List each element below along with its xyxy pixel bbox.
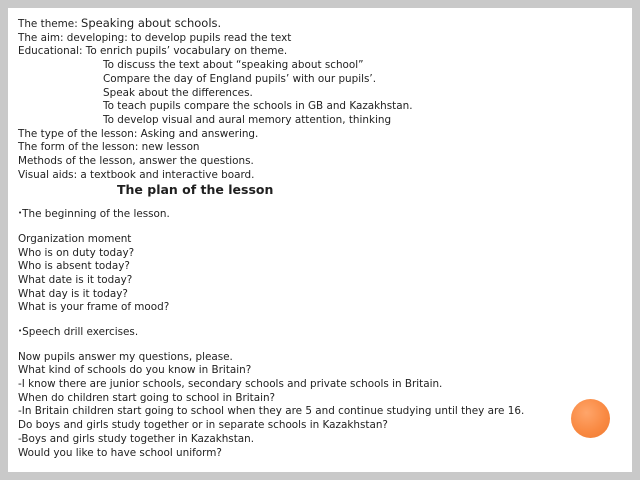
section-heading-beginning xyxy=(13,208,618,223)
slide-content xyxy=(18,17,618,460)
goal-line: Compare the day of England pupils’ with our pupils’. xyxy=(103,72,377,85)
orange-circle-decoration xyxy=(571,399,610,438)
section-heading-speech-drill xyxy=(13,326,618,341)
goal-line: To discuss the text about “speaking about school” xyxy=(103,59,364,72)
plan-title: The plan of the lesson xyxy=(117,182,274,198)
theme-label: The theme: xyxy=(18,18,78,30)
plan-line: When do children start going to school in Britain? xyxy=(18,391,276,404)
lesson-form-line: The form of the lesson: new lesson xyxy=(18,141,200,154)
theme-line xyxy=(18,17,618,32)
plan-line: Now pupils answer my questions, please. xyxy=(18,350,233,363)
theme-value: Speaking about schools. xyxy=(81,16,222,30)
plan-line: -Boys and girls study together in Kazakhstan. xyxy=(18,432,255,445)
visual-aids-line: Visual aids: a textbook and interactive board. xyxy=(18,168,255,181)
plan-line: Organization moment xyxy=(18,232,132,245)
plan-line: Who is on duty today? xyxy=(18,246,135,259)
plan-line: Who is absent today? xyxy=(18,260,130,273)
section-heading-text: Speech drill exercises. xyxy=(22,325,139,338)
plan-line: What day is it today? xyxy=(18,287,128,300)
plan-line: What date is it today? xyxy=(18,274,133,287)
goal-line: To develop visual and aural memory attention, thinking xyxy=(103,113,392,126)
slide xyxy=(8,8,632,472)
bullet-icon: • xyxy=(18,326,23,335)
plan-line: -I know there are junior schools, secondary schools and private schools in Britain. xyxy=(18,378,443,391)
plan-line: What kind of schools do you know in Britain? xyxy=(18,364,252,377)
plan-line: What is your frame of mood? xyxy=(18,301,170,314)
plan-line: Would you like to have school uniform? xyxy=(18,446,222,459)
bullet-icon: • xyxy=(18,208,23,217)
educational-line: Educational: To enrich pupils’ vocabulary on theme. xyxy=(18,45,288,58)
aim-line: The aim: developing: to develop pupils read the text xyxy=(18,31,292,44)
lesson-type-line: The type of the lesson: Asking and answering. xyxy=(18,127,259,140)
goal-line: To teach pupils compare the schools in GB and Kazakhstan. xyxy=(103,100,413,113)
plan-line: Do boys and girls study together or in separate schools in Kazakhstan? xyxy=(18,419,388,432)
plan-line: -In Britain children start going to school when they are 5 and continue studying until they are 16. xyxy=(18,405,525,418)
methods-line: Methods of the lesson, answer the questions. xyxy=(18,155,254,168)
goal-line: Speak about the differences. xyxy=(103,86,253,99)
section-heading-text: The beginning of the lesson. xyxy=(22,207,170,220)
